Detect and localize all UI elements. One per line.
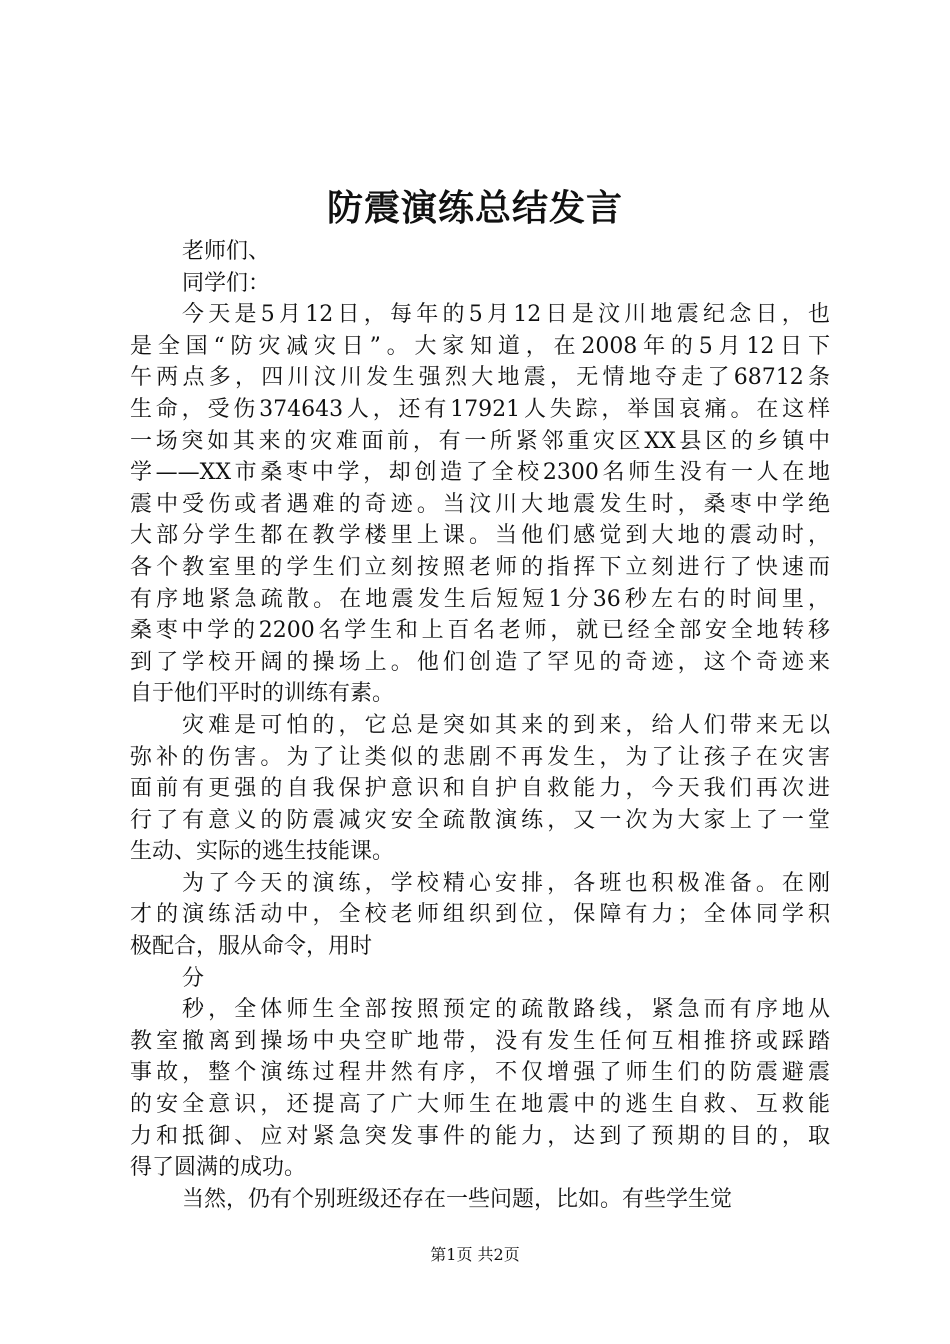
paragraph-line: 事故，整个演练过程井然有序，不仅增强了师生们的防震避震 — [130, 1060, 830, 1086]
paragraph-line: 力和抵御、应对紧急突发事件的能力，达到了预期的目的，取 — [130, 1123, 830, 1149]
salutation-teachers: 老师们、 — [182, 239, 271, 264]
salutation-students: 同学们： — [182, 270, 271, 296]
paragraph-line: 弥补的伤害。为了让类似的悲剧不再发生，为了让孩子在灾害 — [130, 744, 830, 770]
paragraph-line: 极配合，服从命令，用时 — [130, 934, 373, 960]
paragraph-line: 才的演练活动中，全校老师组织到位，保障有力；全体同学积 — [130, 902, 830, 928]
paragraph-line: 大部分学生都在教学楼里上课。当他们感觉到大地的震动时， — [130, 523, 830, 549]
paragraph-line: 桑枣中学的2200名学生和上百名老师，就已经全部安全地转移 — [130, 618, 830, 644]
paragraph-line: 行了有意义的防震减灾安全疏散演练，又一次为大家上了一堂 — [130, 807, 830, 833]
paragraph-line: 学——XX市桑枣中学，却创造了全校2300名师生没有一人在地 — [130, 460, 830, 486]
paragraph-line: 各个教室里的学生们立刻按照老师的指挥下立刻进行了快速而 — [130, 554, 830, 580]
paragraph-line: 自于他们平时的训练有素。 — [130, 681, 395, 707]
paragraph-line: 的安全意识，还提高了广大师生在地震中的逃生自救、互救能 — [130, 1092, 830, 1118]
paragraph-line: 为了今天的演练，学校精心安排，各班也积极准备。在刚 — [182, 870, 830, 896]
paragraph-line: 一场突如其来的灾难面前，有一所紧邻重灾区XX县区的乡镇中 — [130, 428, 830, 454]
paragraph-line: 到了学校开阔的操场上。他们创造了罕见的奇迹，这个奇迹来 — [130, 649, 830, 675]
paragraph-line: 秒，全体师生全部按照预定的疏散路线，紧急而有序地从 — [182, 997, 830, 1023]
paragraph-line: 震中受伤或者遇难的奇迹。当汶川大地震发生时，桑枣中学绝 — [130, 491, 830, 517]
paragraph-line: 当然，仍有个别班级还存在一些问题，比如。有些学生觉 — [182, 1186, 733, 1212]
paragraph-line: 今天是5月12日，每年的5月12日是汶川地震纪念日，也 — [182, 302, 830, 328]
paragraph-line: 分 — [182, 965, 205, 991]
document-title: 防震演练总结发言 — [326, 187, 623, 229]
paragraph-line: 生命，受伤374643人，还有17921人失踪，举国哀痛。在这样 — [130, 396, 830, 422]
paragraph-line: 生动、实际的逃生技能课。 — [130, 839, 395, 865]
paragraph-line: 教室撤离到操场中央空旷地带，没有发生任何互相推挤或踩踏 — [130, 1028, 830, 1054]
paragraph-line: 有序地紧急疏散。在地震发生后短短1分36秒左右的时间里， — [130, 586, 830, 612]
paragraph-line: 午两点多，四川汶川发生强烈大地震，无情地夺走了68712条 — [130, 365, 830, 391]
paragraph-line: 面前有更强的自我保护意识和自护自救能力，今天我们再次进 — [130, 776, 830, 802]
paragraph-line: 灾难是可怕的，它总是突如其来的到来，给人们带来无以 — [182, 712, 830, 738]
paragraph-line: 得了圆满的成功。 — [130, 1155, 307, 1181]
document-body — [130, 236, 830, 1215]
paragraph-line: 是全国“防灾减灾日”。大家知道，在2008年的5月12日下 — [130, 333, 830, 359]
page-footer: 第1页 共2页 — [430, 1245, 520, 1264]
